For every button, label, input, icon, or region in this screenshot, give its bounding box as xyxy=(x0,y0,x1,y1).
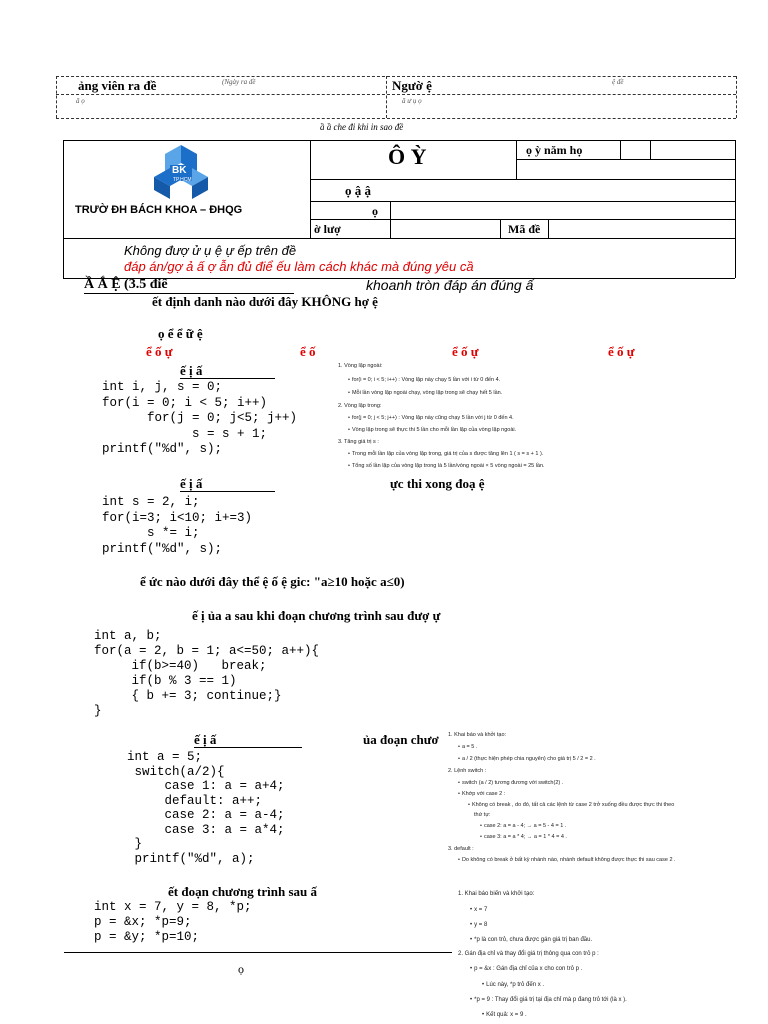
code-line: int i, j, s = 0; xyxy=(102,380,223,394)
table-col-line-label xyxy=(390,201,391,238)
note-2-item: • a = 5 . xyxy=(458,745,477,751)
note-1-item: • Tổng số lần lặp của vòng lặp trong là 5 lần/vòng ngoài × 5 vòng ngoài = 25 lần. xyxy=(348,464,545,470)
table-col-line-b xyxy=(650,140,651,159)
table-row-line-3 xyxy=(310,219,735,220)
question-1-option-a: ể ố ự xyxy=(146,344,173,359)
approval-bottom-border xyxy=(56,118,736,119)
note-2-item: 2. Lệnh switch : xyxy=(448,768,487,774)
answer-note-3 xyxy=(452,888,722,1020)
code-line: int a = 5; xyxy=(127,750,203,764)
note-2-item: • a / 2 (thực hiện phép chia nguyên) cho giá trị 5 / 2 = 2 . xyxy=(458,757,596,763)
code-line: p = &x; *p=9; xyxy=(94,915,192,929)
note-1-item: 3. Tăng giá trị s : xyxy=(338,439,379,445)
code-line: if(b>=40) break; xyxy=(94,659,267,673)
code-line: if(b % 3 == 1) xyxy=(94,674,237,688)
question-1-option-c: ể ố ự xyxy=(452,344,479,359)
approval-right-sub: ă ư ụ ọ xyxy=(402,97,422,105)
course-label: ọ ậ ậ xyxy=(345,183,371,198)
table-right-border xyxy=(735,140,736,278)
code-line: printf("%d", s); xyxy=(102,541,223,556)
course-code-label: ọ xyxy=(372,204,378,218)
note-1-item: • for(j = 0; j < 5; j++) : Vòng lặp này cũng chạy 5 lần với j từ 0 đến 4. xyxy=(348,416,514,422)
question-1-options: ọ ể ể ữ ệ xyxy=(158,326,203,341)
question-7: ết đoạn chương trình sau ấ xyxy=(168,884,317,899)
code-line: } xyxy=(94,704,102,718)
code-line: case 3: a = a*4; xyxy=(127,822,285,837)
note-1-item: • Mỗi lần vòng lặp ngoài chạy, vòng lặp trong sẽ chạy hết 5 lần. xyxy=(348,391,502,397)
code-line: switch(a/2){ xyxy=(127,764,225,779)
question-1: ết định danh nào dưới đây KHÔNG hợ ệ xyxy=(152,294,378,309)
note-2-item: 3. default : xyxy=(448,846,474,852)
note-2-item: • case 3: a = a * 4; → a = 1 * 4 = 4 . xyxy=(480,835,567,841)
year-label: ọ ỳ năm họ xyxy=(526,143,583,157)
question-6-right: ủa đoạn chươ xyxy=(363,732,439,747)
question-2-code xyxy=(102,380,297,458)
note-2-item: • switch (a / 2) tương đương với switch(2) . xyxy=(458,781,563,787)
code-line: case 1: a = a+4; xyxy=(127,779,285,793)
table-year-split xyxy=(516,159,735,160)
approval-mid-border xyxy=(56,94,736,95)
code-line: } xyxy=(127,837,143,851)
table-col-line-duration xyxy=(500,219,501,238)
duration-label: ờ lượ xyxy=(314,222,341,236)
question-1-option-d: ể ố ự xyxy=(608,344,635,359)
table-top-border xyxy=(63,140,735,141)
answer-note-2 xyxy=(448,733,718,865)
note-2-item: • Do không có break ở bất kỳ nhánh nào, nhánh default không được thực thi sau case 2 . xyxy=(458,858,676,864)
instruction-line-1: Không đượ ử ụ ệ ự ếp trên đề xyxy=(124,243,297,258)
approval-right-border xyxy=(736,76,737,118)
note-3-item: • y = 8 xyxy=(470,922,487,928)
instruction-line-2: đáp án/gợ ả ấ ợ ẫn đủ điể ếu làm cách khác mà đúng yêu cầ xyxy=(124,259,474,274)
note-1-item: 2. Vòng lặp trong: xyxy=(338,403,382,409)
school-name: TRƯỜ ĐH BÁCH KHOA – ĐHQG xyxy=(75,204,243,216)
code-line: for(i = 0; i < 5; i++) xyxy=(102,395,268,410)
code-line: for(a = 2, b = 1; a<=50; a++){ xyxy=(94,644,320,658)
note-3-item: • Kết quả: x = 9 . xyxy=(482,1012,527,1018)
question-6-code xyxy=(127,750,285,866)
table-row-line-2 xyxy=(310,201,735,202)
question-5: ế ị ủa a sau khi đoạn chương trình sau đượ ự xyxy=(192,608,441,623)
question-6-underline xyxy=(194,747,302,748)
note-1-item: • for(i = 0; i < 5; i++) : Vòng lặp này chạy 5 lần với i từ 0 đến 4. xyxy=(348,378,500,384)
code-line: for(j = 0; j<5; j++) xyxy=(102,411,298,425)
question-3-code xyxy=(102,495,252,557)
approval-divider xyxy=(386,76,387,118)
answer-note-1 xyxy=(338,364,578,472)
note-2-item: 1. Khai báo và khởi tạo: xyxy=(448,732,507,738)
note-1-item: • Trong mỗi lần lặp của vòng lặp trong, giá trị của s được tăng lên 1 ( s = s + 1 ). xyxy=(348,452,543,458)
table-col-line-code xyxy=(548,219,549,238)
exam-title: Ô Ỳ xyxy=(388,144,427,169)
note-3-item: 2. Gán địa chỉ và thay đổi giá trị thông qua con trỏ p : xyxy=(458,951,599,957)
section-title: Ầ Ắ Ệ (3.5 điể xyxy=(84,277,168,292)
code-line: p = &y; *p=10; xyxy=(94,930,200,944)
note-3-item: 1. Khai báo biến và khởi tạo: xyxy=(458,891,535,897)
note-2-item: • Khớp với case 2 : xyxy=(458,792,505,798)
note-3-item: • Lúc này, *p trỏ đến x . xyxy=(482,982,544,988)
table-row-line-1 xyxy=(310,179,735,180)
note-1-item: 1. Vòng lặp ngoài: xyxy=(338,363,383,369)
code-line: s = s + 1; xyxy=(102,426,268,441)
section-note: khoanh tròn đáp án đúng ấ xyxy=(366,277,534,293)
code-line: int a, b; xyxy=(94,629,162,643)
approval-left-sub: ă ọ xyxy=(76,97,85,105)
exam-code-label: Mã đề xyxy=(508,222,541,236)
note-2-item: • Không có break , do đó, tất cả các lệnh từ case 2 trở xuống đều được thực thi theo xyxy=(468,803,674,809)
note-2-item: • case 2: a = a - 4; → a = 5 - 4 = 1 . xyxy=(480,824,566,830)
approval-right-title: Ngườ ệ xyxy=(392,78,432,93)
code-line: for(i=3; i<10; i+=3) xyxy=(102,510,253,525)
code-line: printf("%d", a); xyxy=(127,851,255,866)
table-col-line-a xyxy=(620,140,621,159)
code-line: default: a++; xyxy=(127,793,263,808)
footer-mark: ọ xyxy=(238,962,244,976)
logo-subtext: TP.HCM xyxy=(173,177,192,183)
note-3-item: • p = &x : Gán địa chỉ của x cho con trỏ p . xyxy=(470,966,582,972)
approval-left-title: ảng viên ra đề xyxy=(78,78,157,93)
note-3-item: • *p là con trỏ, chưa được gán giá trị ban đầu. xyxy=(470,937,592,943)
question-6-left: ế ị ấ xyxy=(194,732,217,747)
code-line: s *= i; xyxy=(102,526,200,540)
note-3-item: • *p = 9 : Thay đổi giá trị tại địa chỉ mà p đang trỏ tới (là x ). xyxy=(470,997,627,1003)
code-line: int s = 2, i; xyxy=(102,495,200,509)
approval-notice: ầ ầ che đi khi in sao đề xyxy=(320,122,404,132)
note-2-item: thứ tự: xyxy=(474,812,491,818)
approval-left-border xyxy=(56,76,57,118)
table-mid-border xyxy=(63,238,735,239)
note-3-item: • x = 7 xyxy=(470,907,487,913)
code-line: case 2: a = a-4; xyxy=(127,808,285,822)
code-line: { b += 3; continue;} xyxy=(94,689,282,703)
question-1-option-b: ể ố xyxy=(300,344,316,359)
question-5-code xyxy=(94,629,319,719)
question-2-underline xyxy=(180,378,275,379)
question-3-left: ế ị ấ xyxy=(180,476,203,491)
question-7-code xyxy=(94,900,252,945)
question-4: ể ức nào dưới đây thể ệ ố ệ gic: "a≥10 hoặc a≤0) xyxy=(140,574,405,589)
question-3-underline xyxy=(180,491,275,492)
question-2: ế ị ấ xyxy=(180,363,203,378)
question-3-right: ực thi xong đoạ ệ xyxy=(390,476,485,491)
approval-right-date: ệ đề xyxy=(612,78,624,86)
code-line: printf("%d", s); xyxy=(102,442,223,456)
approval-top-border xyxy=(56,76,736,77)
approval-left-date: (Ngày ra đề xyxy=(222,78,256,86)
table-logo-divider xyxy=(310,140,311,238)
table-left-border xyxy=(63,140,64,278)
code-line: int x = 7, y = 8, *p; xyxy=(94,900,252,914)
note-1-item: • Vòng lặp trong sẽ thực thi 5 lần cho mỗi lần lặp của vòng lặp ngoài. xyxy=(348,428,516,434)
logo-text: BK xyxy=(172,165,187,176)
